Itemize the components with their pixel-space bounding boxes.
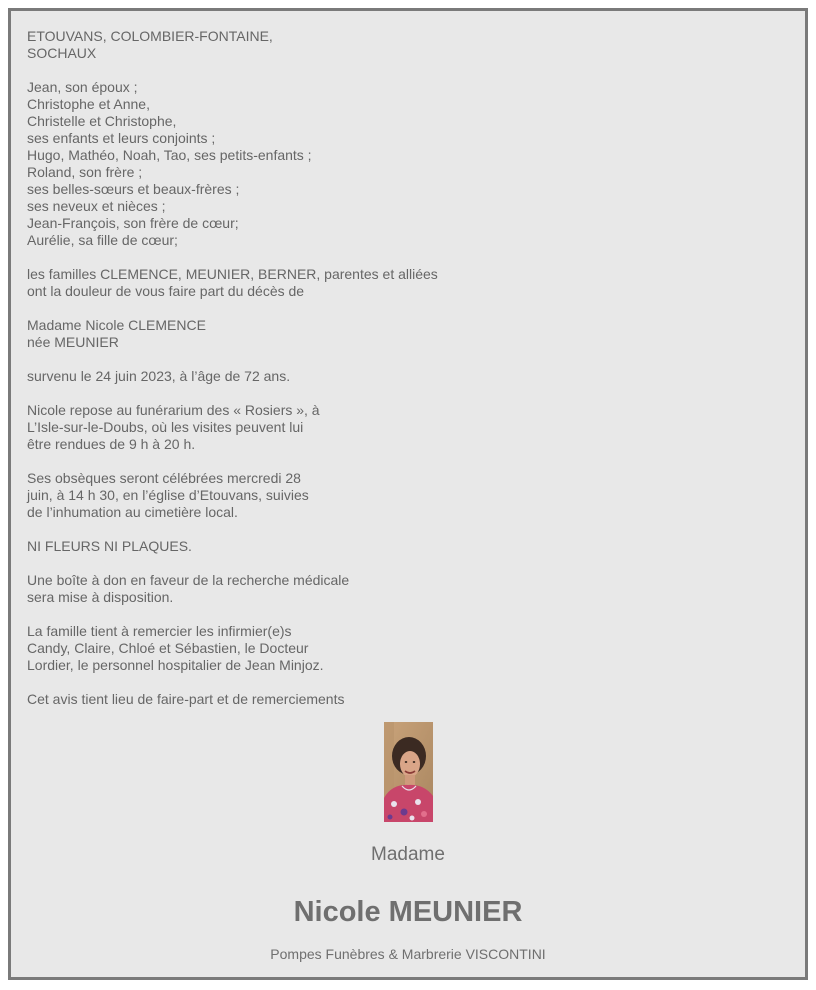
notice-line: Une boîte à don en faveur de la recherche médicale (27, 572, 350, 588)
notice-line: ont la douleur de vous faire part du décès de (27, 283, 305, 299)
notice-line: Candy, Claire, Chloé et Sébastien, le Docteur (27, 640, 309, 656)
deceased-name: Nicole MEUNIER (293, 896, 523, 928)
notice-paragraph (27, 470, 767, 521)
funeral-home-name: Pompes Funèbres & Marbrerie VISCONTINI (270, 946, 546, 962)
notice-paragraph (27, 402, 767, 453)
notice-line: Aurélie, sa fille de cœur; (27, 232, 178, 248)
notice-line: Ses obsèques seront célébrées mercredi 28 (27, 470, 301, 486)
notice-line: Hugo, Mathéo, Noah, Tao, ses petits-enfants ; (27, 147, 312, 163)
obituary-text (27, 28, 767, 725)
notice-paragraph (27, 368, 767, 385)
notice-paragraph (27, 572, 767, 606)
notice-line: La famille tient à remercier les infirmier(e)s (27, 623, 292, 639)
notice-line: SOCHAUX (27, 45, 97, 61)
obituary-card (8, 8, 808, 980)
notice-line: survenu le 24 juin 2023, à l’âge de 72 ans. (27, 368, 291, 384)
notice-line: L’Isle-sur-le-Doubs, où les visites peuvent lui (27, 419, 304, 435)
notice-line: Jean-François, son frère de cœur; (27, 215, 239, 231)
notice-line: Christophe et Anne, (27, 96, 150, 112)
portrait-photo (384, 722, 433, 822)
notice-line: ses enfants et leurs conjoints ; (27, 130, 216, 146)
notice-line: les familles CLEMENCE, MEUNIER, BERNER, parentes et alliées (27, 266, 438, 282)
notice-line: ETOUVANS, COLOMBIER-FONTAINE, (27, 28, 273, 44)
notice-line: Christelle et Christophe, (27, 113, 177, 129)
notice-line: née MEUNIER (27, 334, 119, 350)
notice-line: juin, à 14 h 30, en l’église d’Etouvans, suivies (27, 487, 309, 503)
notice-line: ses neveux et nièces ; (27, 198, 166, 214)
notice-line: ses belles-sœurs et beaux-frères ; (27, 181, 240, 197)
notice-line: sera mise à disposition. (27, 589, 174, 605)
notice-paragraph (27, 623, 767, 674)
notice-line: Jean, son époux ; (27, 79, 138, 95)
notice-line: Roland, son frère ; (27, 164, 143, 180)
notice-line: de l’inhumation au cimetière local. (27, 504, 238, 520)
notice-line: Nicole repose au funérarium des « Rosiers », à (27, 402, 320, 418)
notice-line: NI FLEURS NI PLAQUES. (27, 538, 192, 554)
notice-paragraph (27, 79, 767, 249)
notice-paragraph (27, 266, 767, 300)
notice-line: Lordier, le personnel hospitalier de Jean Minjoz. (27, 657, 324, 673)
portrait-image (384, 722, 433, 822)
notice-paragraph (27, 538, 767, 555)
notice-paragraph (27, 691, 767, 708)
notice-paragraph (27, 317, 767, 351)
notice-line: Cet avis tient lieu de faire-part et de remerciements (27, 691, 345, 707)
notice-paragraph (27, 28, 767, 62)
notice-line: être rendues de 9 h à 20 h. (27, 436, 196, 452)
civility-label: Madame (371, 844, 445, 865)
notice-line: Madame Nicole CLEMENCE (27, 317, 206, 333)
